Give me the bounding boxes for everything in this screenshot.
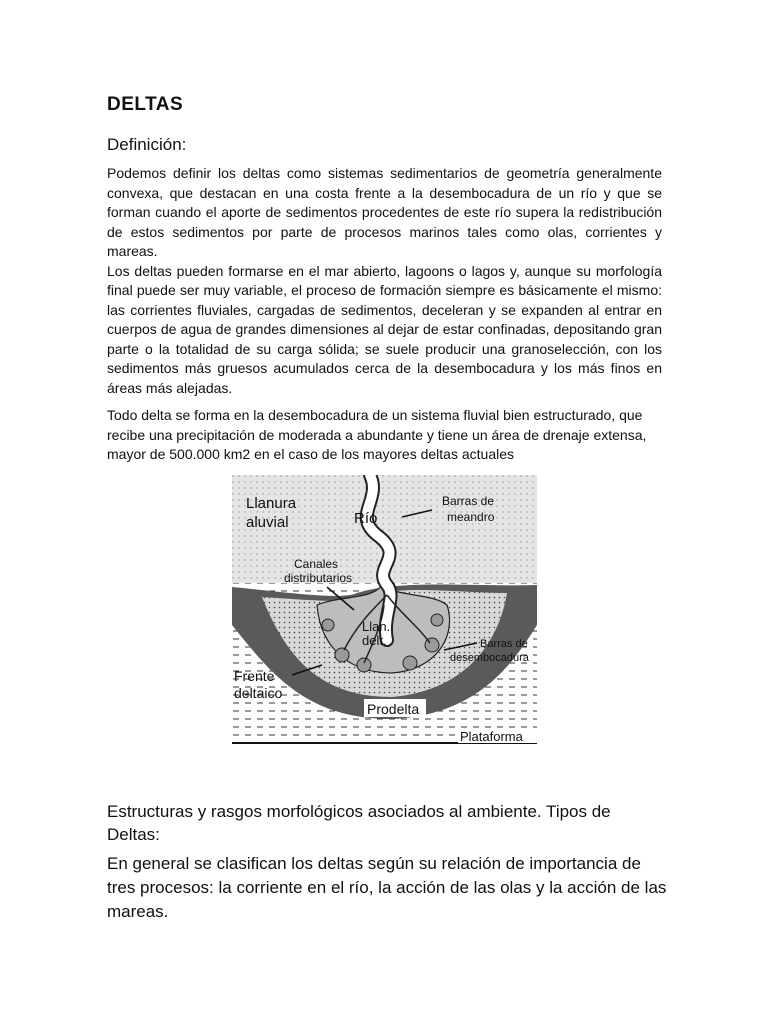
section-body: En general se clasifican los deltas según su relación de importancia de tres procesos: la corriente en el río, la acción de las olas y la acción de las mareas.	[107, 854, 667, 921]
label-barras-desemb-2: desembocadura	[450, 652, 529, 664]
label-frente-1: Frente	[234, 668, 275, 684]
section-heading: Estructuras y rasgos morfológicos asociados al ambiente. Tipos de Deltas:	[107, 802, 611, 844]
definition-heading: Definición:	[107, 135, 187, 154]
label-plataforma: Plataforma	[460, 729, 523, 744]
label-barras-meandro-2: meandro	[447, 510, 495, 524]
definition-text-2: Los deltas pueden formarse en el mar abierto, lagoons o lagos y, aunque su morfología final puede ser muy variable, el proceso de formación siempre es básicamente el mismo: las corrientes fluviales, cargadas de sedimentos, deceleran y se expanden al entrar en cuerpos de agua de grandes dimensiones al dejar de estar confinadas, depositando gran parte o la totalidad de su carga sólida; se suele producir una granoselección, con los sedimentos más gruesos acumulados cerca de la desembocadura y los más finos en áreas más alejadas.	[107, 262, 662, 396]
label-barras-desemb-1: Barras de	[480, 638, 528, 650]
label-canales-1: Canales	[294, 557, 339, 571]
label-rio: Río	[354, 510, 378, 527]
delta-diagram	[232, 475, 537, 747]
label-aluvial: aluvial	[246, 514, 289, 531]
document-title: DELTAS	[107, 94, 184, 115]
label-prodelta: Prodelta	[367, 701, 420, 717]
label-llan: Llan.	[362, 619, 391, 634]
label-delt: delt.	[362, 633, 387, 648]
label-llanura: Llanura	[246, 495, 297, 512]
label-barras-meandro-1: Barras de	[442, 494, 495, 508]
definition-text-1: Podemos definir los deltas como sistemas sedimentarios de geometría generalmente convexa, que destacan en una costa frente a la desembocadura de un río y que se forman cuando el aporte de sedimentos procedentes de este río supera la redistribución de estos sedimentos por parte de procesos marinos tales como olas, corrientes y mareas.	[107, 165, 662, 259]
label-frente-2: deltaico	[234, 685, 283, 701]
label-canales-2: distributarios	[284, 571, 353, 585]
definition-paragraph	[107, 164, 662, 398]
formation-paragraph: Todo delta se forma en la desembocadura de un sistema fluvial bien estructurado, que recibe una precipitación de moderada a abundante y tiene un área de drenaje extensa, mayor de 500.000 km2 en el caso de los mayores deltas actuales	[107, 407, 647, 462]
